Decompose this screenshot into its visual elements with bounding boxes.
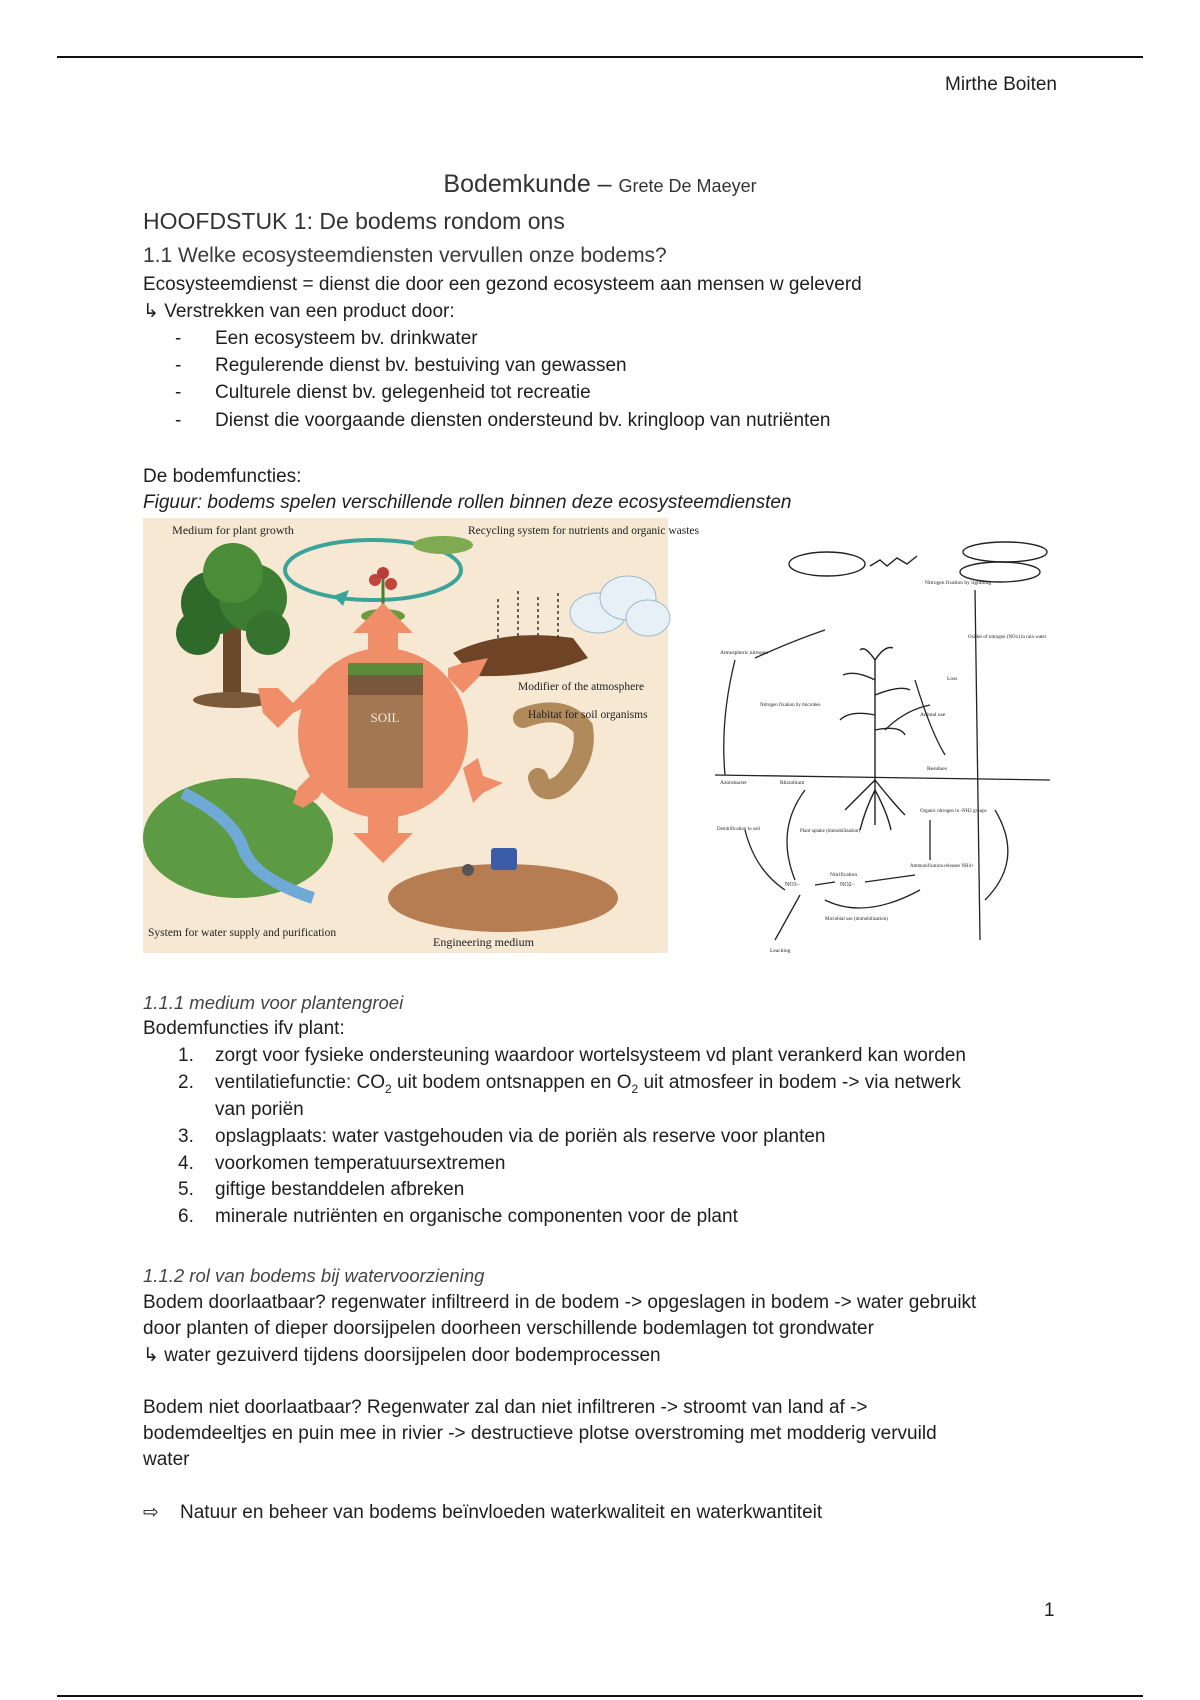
soil-label: SOIL xyxy=(370,710,400,725)
bottom-rule xyxy=(57,1695,1143,1697)
list-item-text: zorgt voor fysieke ondersteuning waardoor wortelsysteem vd plant verankerd kan worden xyxy=(215,1045,966,1066)
label-atmosphere: Modifier of the atmosphere xyxy=(518,681,645,693)
nitrogen-cycle-figure xyxy=(715,530,1055,955)
document-title xyxy=(0,170,1200,199)
list-number: 2. xyxy=(178,1072,194,1093)
list-number: 6. xyxy=(178,1206,194,1227)
paragraph-line: Bodem doorlaatbaar? regenwater infiltreerd in de bodem -> opgeslagen in bodem -> water gebruikt xyxy=(143,1292,977,1313)
figure-caption: Figuur: bodems spelen verschillende rollen binnen deze ecosysteemdiensten xyxy=(143,492,792,513)
label-no2: NO2− xyxy=(840,882,856,888)
label-leaching: Leaching xyxy=(770,948,791,954)
label-animal-use: Animal use xyxy=(920,712,946,718)
list-item-text: opslagplaats: water vastgehouden via de poriën als reserve voor planten xyxy=(215,1126,826,1147)
list-item-text: Regulerende dienst bv. bestuiving van gewassen xyxy=(215,355,627,376)
bullet-dash: - xyxy=(175,410,182,431)
chapter-heading: HOOFDSTUK 1: De bodems rondom ons xyxy=(143,208,565,234)
list-item-text: Culturele dienst bv. gelegenheid tot recreatie xyxy=(215,382,591,403)
arrow-line: ↳ Verstrekken van een product door: xyxy=(143,301,455,322)
paragraph-line: bodemdeeltjes en puin mee in rivier -> destructieve plotse overstroming met modderig vervuild xyxy=(143,1423,937,1444)
label-microbial-use: Microbial use (immobilization) xyxy=(825,917,888,922)
text-part: uit atmosfeer in bodem -> via netwerk xyxy=(638,1072,961,1093)
bullet-dash: - xyxy=(175,382,182,403)
list-item-text xyxy=(215,1070,961,1102)
label-ammonification: Ammonification releases NH4+ xyxy=(910,864,974,869)
bullet-dash: - xyxy=(175,328,182,349)
paragraph-line: door planten of dieper doorsijpelen doorheen verschillende bodemlagen tot grondwater xyxy=(143,1318,874,1339)
list-number: 3. xyxy=(178,1126,194,1147)
label-fixation-microbes: Nitrogen fixation by microbes xyxy=(760,703,821,708)
label-habitat: Habitat for soil organisms xyxy=(528,709,648,721)
label-no3: NO3− xyxy=(785,882,801,888)
label-atmospheric: Atmospheric nitrogen xyxy=(720,650,769,656)
definition-line: Ecosysteemdienst = dienst die door een gezond ecosysteem aan mensen w geleverd xyxy=(143,274,862,295)
paragraph-line: Bodem niet doorlaatbaar? Regenwater zal dan niet infiltreren -> stroomt van land af -> xyxy=(143,1397,868,1418)
label-medium: Medium for plant growth xyxy=(172,523,294,537)
text-part: uit bodem ontsnappen en O xyxy=(391,1072,632,1093)
list-number: 4. xyxy=(178,1153,194,1174)
clouds xyxy=(789,542,1047,582)
list-item-text: minerale nutriënten en organische componenten voor de plant xyxy=(215,1206,738,1227)
label-oxides: Oxides of nitrogen (NOx) in rain water xyxy=(968,635,1047,640)
label-residues: Residues xyxy=(927,766,947,772)
label-nitrification: Nitrification xyxy=(830,872,858,878)
list-item-text: voorkomen temperatuursextremen xyxy=(215,1153,506,1174)
subsection-1-1-2-heading: 1.1.2 rol van bodems bij watervoorziening xyxy=(143,1265,485,1286)
grass-patch xyxy=(413,536,473,554)
cycle-arrows xyxy=(715,590,1050,940)
plant xyxy=(840,648,910,831)
title-author: Grete De Maeyer xyxy=(618,176,757,196)
conclusion-text: Natuur en beheer van bodems beïnvloeden waterkwaliteit en waterkwantiteit xyxy=(180,1502,823,1523)
title-text: Bodemkunde – xyxy=(443,170,612,198)
label-recycling: Recycling system for nutrients and organic wastes xyxy=(468,525,700,537)
text-part: ventilatiefunctie: CO xyxy=(215,1072,386,1093)
label-organic-n: Organic nitrogen in -NH2 groups xyxy=(920,809,987,814)
conclusion-arrow-icon: ⇨ xyxy=(143,1502,159,1523)
label-water-supply: System for water supply and purification xyxy=(148,927,337,939)
label-plant-uptake: Plant uptake (immobilization) xyxy=(800,829,860,834)
paragraph-line: ↳ water gezuiverd tijdens doorsijpelen door bodemprocessen xyxy=(143,1345,661,1366)
label-engineering: Engineering medium xyxy=(433,935,534,949)
label-loss: Loss xyxy=(947,676,958,682)
subsection-1-1-1-heading: 1.1.1 medium voor plantengroei xyxy=(143,992,404,1013)
label-rhizobium: Rhizobium xyxy=(780,780,805,786)
section-heading: 1.1 Welke ecosysteemdiensten vervullen onze bodems? xyxy=(143,244,667,267)
label-azotobacter: Azotobacter xyxy=(720,780,747,786)
plant-functions-intro: Bodemfuncties ifv plant: xyxy=(143,1018,345,1039)
top-rule xyxy=(57,56,1143,58)
label-denitrification: Denitrification to soil xyxy=(717,827,761,832)
soil-functions-figure xyxy=(143,518,700,953)
subscript: 2 xyxy=(631,1081,639,1096)
label-fixation-lightning: Nitrogen fixation by lightning xyxy=(925,580,992,586)
list-item-text: Dienst die voorgaande diensten ondersteund bv. kringloop van nutriënten xyxy=(215,410,831,431)
soil-column xyxy=(348,663,423,788)
page-number: 1 xyxy=(1044,1600,1055,1621)
functions-heading: De bodemfuncties: xyxy=(143,466,302,487)
list-item-text: Een ecosysteem bv. drinkwater xyxy=(215,328,478,349)
subscript: 2 xyxy=(385,1081,392,1096)
bullet-dash: - xyxy=(175,355,182,376)
label-medium-plant-growth xyxy=(172,523,294,537)
list-number: 1. xyxy=(178,1045,194,1066)
list-number: 5. xyxy=(178,1179,194,1200)
paragraph-line: water xyxy=(143,1449,190,1470)
author-name: Mirthe Boiten xyxy=(945,74,1057,95)
list-item-text: giftige bestanddelen afbreken xyxy=(215,1179,465,1200)
list-item-text-continued: van poriën xyxy=(215,1099,304,1120)
